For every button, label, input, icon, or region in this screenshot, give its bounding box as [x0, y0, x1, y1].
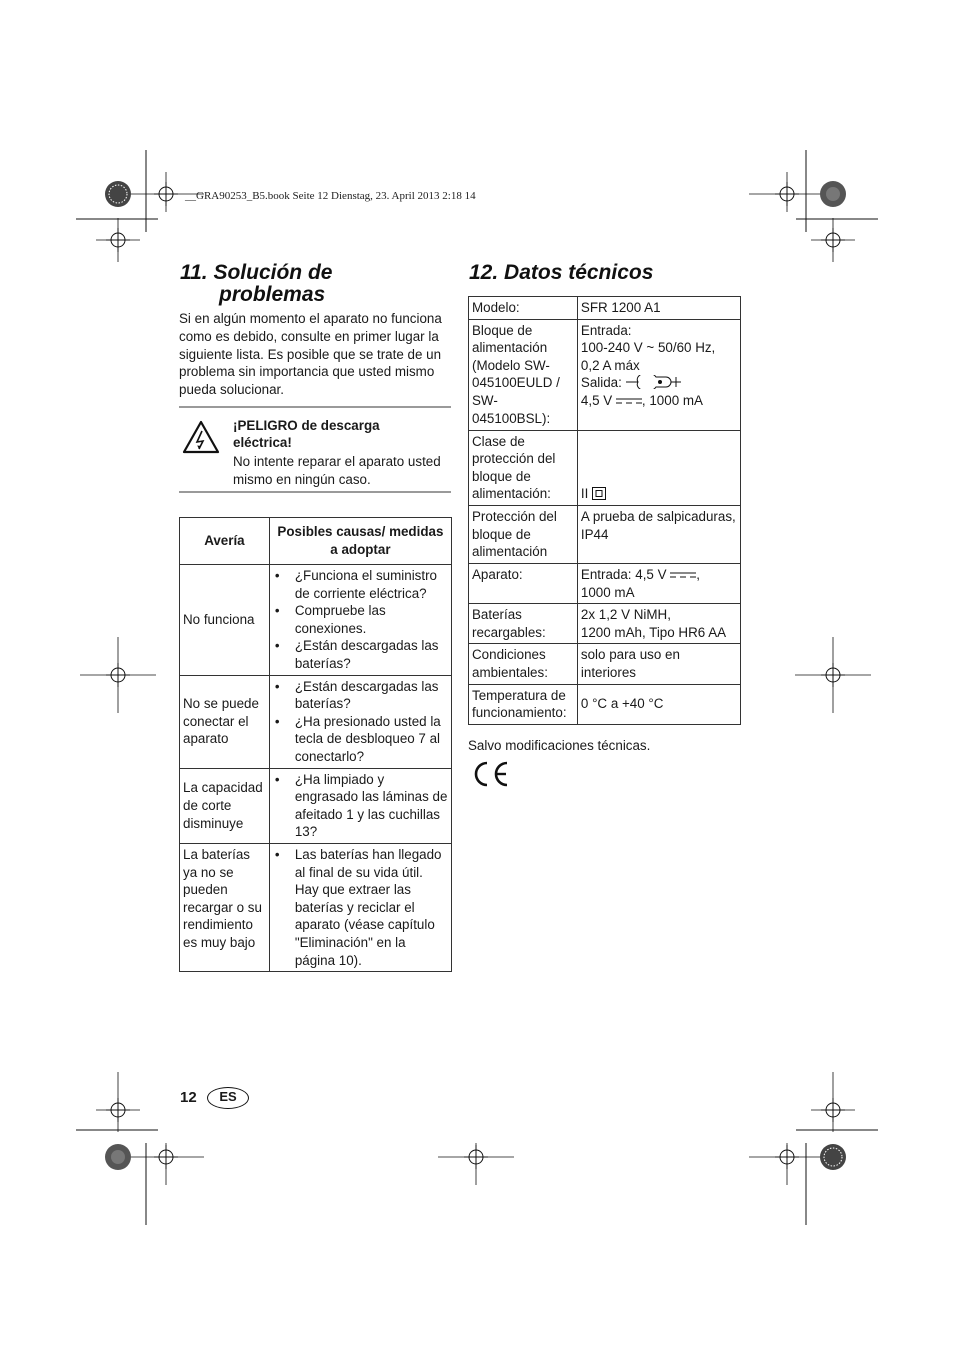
dc-current-icon [616, 397, 642, 405]
causes-cell [269, 565, 451, 676]
dc-current-icon [670, 571, 696, 579]
spec-value: solo para uso en interiores [577, 644, 740, 684]
table-header-fault: Avería [180, 518, 270, 565]
ce-mark-icon [470, 760, 510, 788]
table-row [469, 297, 741, 320]
table-row [469, 505, 741, 563]
warning-text: No intente reparar el aparato usted mismo en ningún caso. [233, 454, 441, 487]
spec-label: Protección del bloque de alimentación [469, 505, 578, 563]
spec-label: Baterías recargables: [469, 604, 578, 644]
table-row [180, 843, 452, 971]
causes-cell [269, 675, 451, 768]
list-item: • ¿Funciona el suministro de corriente eléctrica? [274, 568, 437, 601]
table-header-causes: Posibles causas/ medidas a adoptar [269, 518, 451, 565]
fault-cell: La capacidad de corte disminuye [180, 768, 270, 843]
modifications-note: Salvo modificaciones técnicas. [468, 738, 651, 753]
list-item: • ¿Están descargadas las baterías? [274, 678, 439, 712]
spec-value: Entrada: 4,5 V , 1000 mA [577, 563, 740, 603]
polarity-icon [626, 375, 682, 389]
language-badge: ES [207, 1087, 249, 1109]
spec-value: 0 °C a +40 °C [577, 684, 740, 724]
spec-label: Condiciones ambientales: [469, 644, 578, 684]
class-ii-icon [592, 487, 606, 500]
table-row [469, 684, 741, 724]
warning-bottom-rule [179, 491, 451, 493]
list-item: • Compruebe las conexiones. [274, 603, 386, 636]
table-row [180, 565, 452, 676]
spec-label: Modelo: [469, 297, 578, 320]
electric-shock-warning-icon [182, 420, 220, 454]
table-row [180, 675, 452, 768]
troubleshooting-title-line2: problemas [219, 283, 326, 306]
technical-data-title: 12. Datos técnicos [469, 261, 654, 284]
spec-value: Entrada: 100-240 V ~ 50/60 Hz, 0,2 A máx Salida: 4,5 V , 1000 mA [577, 319, 740, 430]
table-row [469, 604, 741, 644]
page-number: 12 [180, 1089, 197, 1106]
troubleshooting-table [179, 517, 452, 972]
list-item: • Las baterías han llegado al final de su vida útil. Hay que extraer las baterías y reciclar el aparato (véase capítulo "Eliminación" en la página 10). [274, 846, 442, 968]
fault-cell: La baterías ya no se pueden recargar o su rendimiento es muy bajo [180, 843, 270, 971]
spec-label: Temperatura de funcionamiento: [469, 684, 578, 724]
warning-heading: ¡PELIGRO de descarga eléctrica! [233, 418, 380, 450]
spec-value: SFR 1200 A1 [577, 297, 740, 320]
table-row [469, 563, 741, 603]
causes-cell [269, 768, 451, 843]
table-row [469, 644, 741, 684]
warning-top-rule [179, 406, 451, 408]
list-item: • ¿Ha limpiado y engrasado las láminas de afeitado 1 y las cuchillas 13? [274, 771, 448, 840]
troubleshooting-intro: Si en algún momento el aparato no funciona como es debido, consulte en primer lugar la siguiente lista. Es posible que se trate de un problema sin importancia que usted mismo pueda solucionar. [179, 311, 442, 398]
causes-cell [269, 843, 451, 971]
spec-label: Aparato: [469, 563, 578, 603]
spec-label: Clase de protección del bloque de alimentación: [469, 430, 578, 505]
spec-value: 2x 1,2 V NiMH, 1200 mAh, Tipo HR6 AA [577, 604, 740, 644]
troubleshooting-title-line1: 11. Solución de [180, 261, 333, 284]
fault-cell: No se puede conectar el aparato [180, 675, 270, 768]
table-header-row [180, 518, 452, 565]
technical-data-table [468, 296, 741, 725]
table-row [469, 319, 741, 430]
table-row [180, 768, 452, 843]
fault-cell: No funciona [180, 565, 270, 676]
spec-value: A prueba de salpicaduras, IP44 [577, 505, 740, 563]
list-item: • ¿Están descargadas las baterías? [274, 638, 439, 671]
spec-label: Bloque de alimentación (Modelo SW-045100EULD / SW-045100BSL): [469, 319, 578, 430]
table-row [469, 430, 741, 505]
spec-value: II [577, 430, 740, 505]
print-header: __GRA90253_B5.book Seite 12 Dienstag, 23. April 2013 2:18 14 [185, 190, 476, 202]
list-item: • ¿Ha presionado usted la tecla de desbloqueo 7 al conectarlo? [274, 713, 441, 764]
